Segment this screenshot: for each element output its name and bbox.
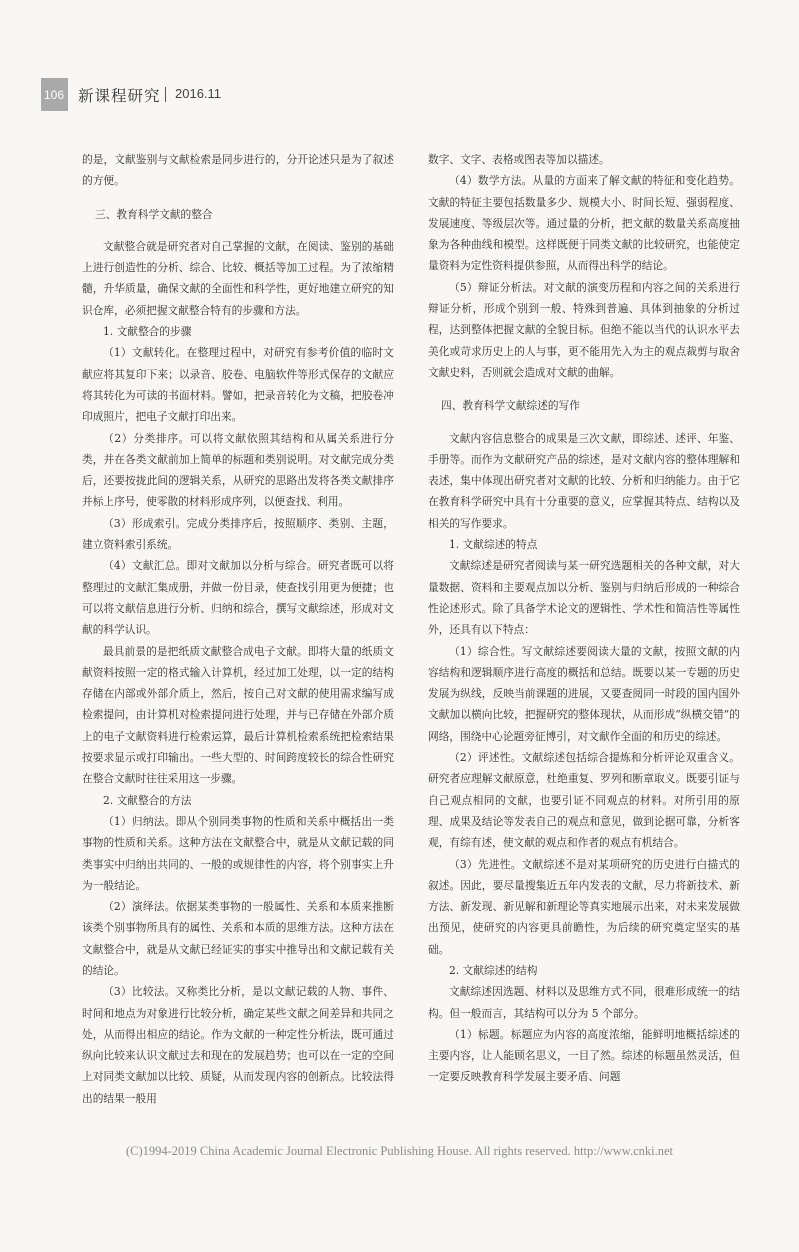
paragraph: （4）文献汇总。即对文献加以分析与综合。研究者既可以将整理过的文献汇集成册，并做一份目录，使查找引用更为便捷；也可以将文献信息进行分析、归纳和综合，撰写文献综述，形成对文献的科学认识。	[82, 559, 394, 637]
paragraph: （4）数学方法。从量的方面来了解文献的特征和变化趋势。文献的特征主要包括数量多少、规模大小、时间长短、强弱程度、发展速度、等级层次等。通过量的分析，把文献的数量关系高度抽象为各种曲线和模型。这样既便于同类文献的比较研究，也能使定量资料为定性资料提供参照，从而得出科学的结论。	[428, 174, 740, 273]
paragraph: 文献综述因选题、材料以及思维方式不同，很难形成统一的结构。但一般而言，其结构可以分为 5 个部分。	[428, 985, 740, 1020]
paragraph: 的是，文献鉴别与文献检索是同步进行的，分开论述只是为了叙述的方便。	[82, 153, 394, 188]
page-number: 106	[44, 88, 65, 102]
paragraph: （2）分类排序。可以将文献依照其结构和从属关系进行分类，并在各类文献前加上简单的标题和类别说明。对文献完成分类后，还要按拢此间的逻辑关系，从研究的思路出发将各类文献排序并标上序号，使零散的材料形成序列，以便查找、利用。	[82, 431, 394, 509]
paragraph: 文献整合就是研究者对自己掌握的文献，在阅读、鉴别的基础上进行创造性的分析、综合、比较、概括等加工过程。为了浓缩精髓，升华质量，确保文献的全面性和科学性，更好地建立研究的知识仓库，必须把握文献整合特有的步骤和方法。	[82, 239, 394, 317]
paragraph: 最具前景的是把纸质文献整合成电子文献。即将大量的纸质文献资料按照一定的格式输入计算机，经过加工处理，以一定的结构存储在内部或外部介质上，然后，按自己对文献的使用需求编写成检索提问，由计算机对检索提问进行处理，并与已存储在外部介质上的电子文献资料进行检索运算，最后计算机检索系统把检索结果按要求显示或打印输出。一些大型的、时间跨度较长的综合性研究在整合文献时往往采用这一步骤。	[82, 644, 394, 786]
subsection-heading: 1. 文献综述的特点	[449, 538, 538, 552]
paragraph: 文献综述是研究者阅读与某一研究选题相关的各种文献，对大量数据、资料和主要观点加以分析、鉴别与归纳后形成的一种综合性论述形式。除了具备学术论文的逻辑性、学术性和简洁性等属性外，还具有以下特点：	[428, 559, 740, 637]
paragraph: （3）比较法。又称类比分析，是以文献记载的人物、事件、时间和地点为对象进行比较分析，确定某些文献之间差异和共同之处，从而得出相应的结论。作为文献的一种定性分析法，既可通过纵向比较来认识文献过去和现在的发展趋势；也可以在一定的空间上对同类文献加以比较、质疑，从而发现内容的创新点。比较法得出的结果一般用	[82, 985, 394, 1105]
paragraph: （2）演绎法。依据某类事物的一般属性、关系和本质来推断该类个别事物所具有的属性、关系和本质的思维方法。这种方法在文献整合中，就是从文献已经证实的事实中推导出和文献记载有关的结论。	[82, 900, 394, 977]
paragraph: （1）标题。标题应为内容的高度浓缩，能鲜明地概括综述的主要内容，让人能顾名思义，一目了然。综述的标题虽然灵活，但一定要反映教育科学发展主要矛盾、问题	[428, 1027, 740, 1084]
paragraph: （5）辩证分析法。对文献的演变历程和内容之间的关系进行辩证分析，形成个别到一般、特殊到普遍、具体到抽象的分析过程，达到整体把握文献的全貌目标。但绝不能以当代的认识水平去美化或苛求历史上的人与事，更不能用先入为主的观点裁剪与取舍文献史料，否则就会造成对文献的曲解。	[428, 280, 740, 379]
journal-title: 新课程研究	[78, 87, 161, 105]
paragraph: （3）形成索引。完成分类排序后，按照顺序、类别、主题，建立资料索引系统。	[82, 516, 394, 552]
left-column	[82, 149, 394, 1109]
paragraph: （1）综合性。写文献综述要阅读大量的文献，按照文献的内容结构和逻辑顺序进行高度的概括和总结。既要以某一专题的历史发展为纵线，反映当前课题的进展，又要查阅同一时段的国内国外文献加以横向比较，把握研究的整体现状，从而形成“纵横交错”的网络，围绕中心论题旁征博引，对文献作全面的和历史的综述。	[428, 644, 740, 743]
section-heading: 三、教育科学文献的整合	[95, 207, 213, 221]
subsection-heading: 2. 文献整合的方法	[103, 793, 192, 807]
copyright-footer: (C)1994-2019 China Academic Journal Electronic Publishing House. All rights reserved. http://www.cnki.net	[125, 1144, 673, 1158]
paragraph: （2）评述性。文献综述包括综合提炼和分析评论双重含义。研究者应理解文献原意，杜绝重复、罗列和断章取义。既要引证与自己观点相同的文献，也要引证不同观点的材料。对所引用的原理、成果及结论等发表自己的观点和意见，做到论据可靠，分析客观，有综有述，使文献的观点和作者的观点有机结合。	[428, 751, 740, 850]
right-column	[428, 149, 740, 1088]
issue-date: 2016.11	[175, 86, 222, 101]
paragraph: 文献内容信息整合的成果是三次文献，即综述、述评、年鉴、手册等。而作为文献研究产品的综述，是对文献内容的整体理解和表述，集中体现出研究者对文献的比较、分析和归纳能力。由于它在教育科学研究中具有十分重要的意义，应掌握其特点、结构以及相关的写作要求。	[428, 431, 740, 530]
subsection-heading: 2. 文献综述的结构	[449, 963, 538, 977]
paragraph: （1）文献转化。在整理过程中，对研究有参考价值的临时文献应将其复印下来；以录音、胶卷、电脑软件等形式保存的文献应将其转化为可读的书面材料。譬如，把录音转化为文稿，把胶卷冲印成照片，把电子文献打印出来。	[82, 346, 394, 424]
page-number-tab	[41, 78, 68, 111]
paragraph: （1）归纳法。即从个别同类事物的性质和关系中概括出一类事物的性质和关系。这种方法在文献整合中，就是从文献记载的同类事实中归纳出共同的、一般的或规律性的内容，将个别事实上升为一般结论。	[82, 814, 394, 892]
section-heading: 四、教育科学文献综述的写作	[441, 399, 580, 413]
paragraph: （3）先进性。文献综述不是对某项研究的历史进行白描式的叙述。因此，要尽量搜集近五年内发表的文献，尽力将新技术、新方法、新发现、新见解和新理论等真实地展示出来，对未来发展做出预见，使研究的内容更具前瞻性，为后续的研究奠定坚实的基础。	[428, 857, 740, 956]
paragraph: 数字、文字、表格或图表等加以描述。	[428, 153, 610, 166]
header-separator	[165, 87, 166, 102]
subsection-heading: 1. 文献整合的步骤	[103, 325, 192, 339]
